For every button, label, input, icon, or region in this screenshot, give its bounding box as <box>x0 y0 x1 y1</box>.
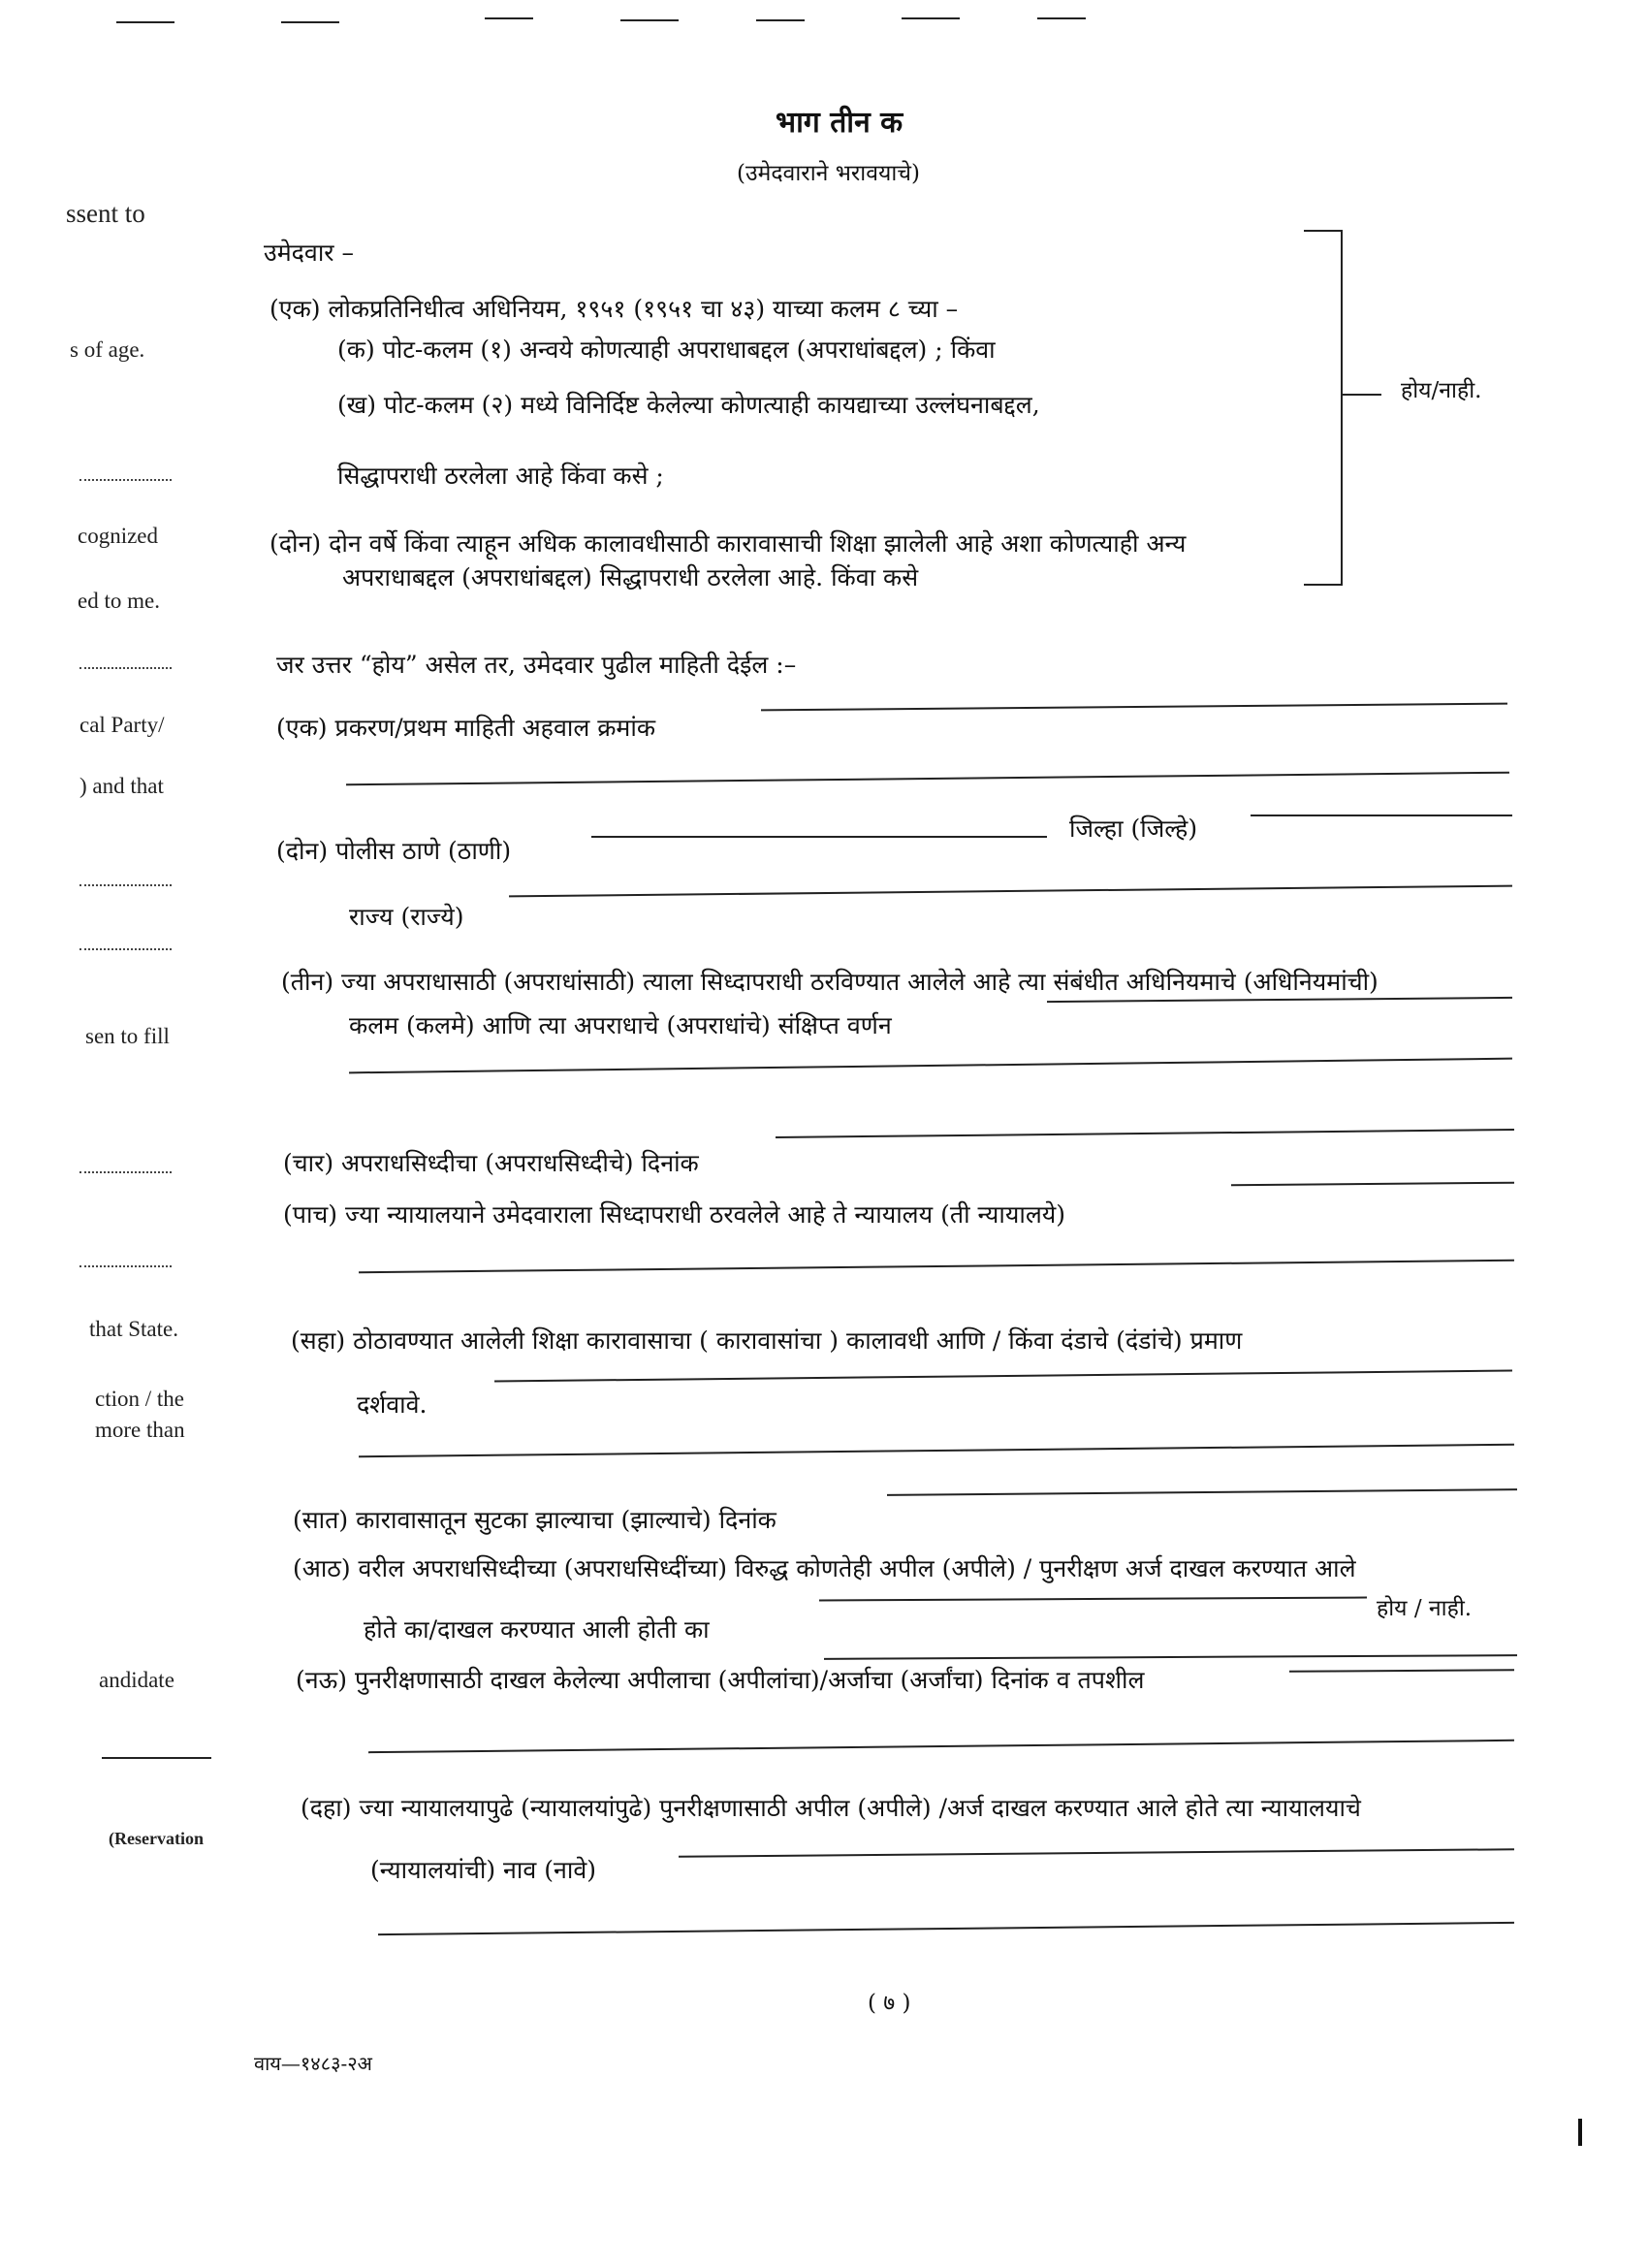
margin-text: ction / the <box>95 1387 184 1411</box>
field-case-number-line[interactable] <box>761 703 1507 712</box>
field-act-section-line[interactable] <box>1047 997 1512 1003</box>
field-appeal-line-2[interactable] <box>824 1654 1517 1660</box>
margin-dotted-line <box>79 1265 172 1267</box>
field-appeal-court-line-2[interactable] <box>378 1922 1514 1935</box>
field-police-station-line[interactable] <box>591 836 1047 838</box>
scan-mark <box>281 21 339 23</box>
bracket-tick <box>1343 394 1381 396</box>
yes-no-answer[interactable]: होय/नाही. <box>1401 378 1482 403</box>
field-case-number-line-2[interactable] <box>346 772 1509 786</box>
field-appeal-details-label: (नऊ) पुनरीक्षणासाठी दाखल केलेल्या अपीलाचा (अपीलांचा)/अर्जाचा (अर्जांचा) दिनांक व तपशील <box>296 1666 1145 1694</box>
margin-dotted-line <box>79 948 172 950</box>
scan-mark <box>756 19 805 21</box>
margin-text: ) and that <box>79 774 164 798</box>
field-district-label: जिल्हा (जिल्हे) <box>1069 815 1198 843</box>
candidate-label: उमेदवार – <box>264 239 354 267</box>
margin-text: more than <box>95 1418 185 1442</box>
field-sentence-line[interactable] <box>494 1370 1512 1383</box>
form-code: वाय—१४८३-२अ <box>254 2052 372 2075</box>
margin-dotted-line <box>79 479 172 481</box>
margin-dotted-line <box>79 1171 172 1173</box>
margin-text: ssent to <box>66 199 145 228</box>
field-state-line[interactable] <box>509 885 1512 898</box>
field-conviction-date-label: (चार) अपराधसिध्दीचा (अपराधसिध्दीचे) दिनांक <box>283 1149 699 1177</box>
margin-text: andidate <box>99 1668 174 1692</box>
if-yes-intro: जर उत्तर “होय” असेल तर, उमेदवार पुढील माहिती देईल :– <box>276 651 797 679</box>
field-sentence-line-2[interactable] <box>359 1444 1514 1457</box>
field-case-number-label: (एक) प्रकरण/प्रथम माहिती अहवाल क्रमांक <box>276 714 656 742</box>
field-police-station-label: (दोन) पोलीस ठाणे (ठाणी) <box>276 837 512 865</box>
scan-mark <box>1578 2119 1582 2146</box>
field-release-date-label: (सात) कारावासातून सुटका झाल्याचा (झाल्याचे) दिनांक <box>293 1506 776 1534</box>
scan-mark <box>116 21 174 23</box>
field-appeal-details-line[interactable] <box>1289 1669 1514 1673</box>
field-court-line[interactable] <box>1231 1182 1514 1187</box>
field-state-label: राज्य (राज्ये) <box>349 903 464 931</box>
scan-mark <box>620 19 679 21</box>
field-appeal-details-line-2[interactable] <box>368 1740 1514 1753</box>
margin-text: that State. <box>89 1317 178 1341</box>
question-1b: (ख) पोट-कलम (२) मध्ये विनिर्दिष्ट केलेल्या कोणत्याही कायद्याच्या उल्लंघनाबद्दल, <box>337 391 1040 419</box>
field-appeal-label: (आठ) वरील अपराधसिध्दीच्या (अपराधसिध्दींच्या) विरुद्ध कोणतेही अपील (अपीले) / पुनरीक्षण अर्ज दाखल करण्यात आले <box>293 1554 1356 1582</box>
field-appeal-label-cont: होते का/दाखल करण्यात आली होती का <box>364 1615 710 1644</box>
margin-text: cognized <box>78 524 159 548</box>
margin-dotted-line <box>79 884 172 886</box>
appeal-yes-no-answer[interactable]: होय / नाही. <box>1377 1596 1473 1621</box>
field-appeal-court-label: (दहा) ज्या न्यायालयापुढे (न्यायालयांपुढे) पुनरीक्षणासाठी अपील (अपीले) /अर्ज दाखल करण्यात आले होते त्या न्यायालयाचे <box>301 1794 1361 1822</box>
field-act-section-label: (तीन) ज्या अपराधासाठी (अपराधांसाठी) त्याला सिध्दापराधी ठरविण्यात आलेले आहे त्या संबंधीत अधिनियमाचे (अधिनियमांची) <box>281 968 1379 996</box>
field-conviction-date-line[interactable] <box>776 1129 1514 1138</box>
margin-text: s of age. <box>70 337 145 362</box>
bracket <box>1304 230 1343 586</box>
page-subtitle: (उमेदवाराने भरावयाचे) <box>737 161 920 186</box>
field-appeal-court-label-cont: (न्यायालयांची) नाव (नावे) <box>370 1856 597 1884</box>
page-title: भाग तीन क <box>776 106 903 140</box>
field-appeal-court-line[interactable] <box>679 1848 1514 1858</box>
margin-text: cal Party/ <box>79 713 165 737</box>
margin-text: (Reservation <box>109 1829 204 1848</box>
margin-line <box>102 1757 211 1759</box>
scan-mark <box>485 17 533 19</box>
margin-text: sen to fill <box>85 1024 170 1048</box>
question-2: (दोन) दोन वर्षे किंवा त्याहून अधिक कालावधीसाठी कारावासाची शिक्षा झालेली आहे अशा कोणत्याही अन्य <box>269 529 1187 558</box>
scan-mark <box>902 17 960 19</box>
question-1: (एक) लोकप्रतिनिधीत्व अधिनियम, १९५१ (१९५१ चा ४३) याच्या कलम ८ च्या – <box>269 295 959 323</box>
scan-mark <box>1037 17 1086 19</box>
field-appeal-line[interactable] <box>819 1597 1367 1602</box>
question-1c: सिद्धापराधी ठरलेला आहे किंवा कसे ; <box>337 462 664 490</box>
margin-text: ed to me. <box>78 589 160 613</box>
field-district-line[interactable] <box>1251 815 1512 816</box>
field-court-label: (पाच) ज्या न्यायालयाने उमेदवाराला सिध्दापराधी ठरवलेले आहे ते न्यायालय (ती न्यायालये) <box>283 1200 1066 1229</box>
field-sentence-label-cont: दर्शवावे. <box>357 1390 428 1419</box>
field-release-date-line[interactable] <box>887 1488 1517 1496</box>
page-number: ( ७ ) <box>868 1991 911 2016</box>
margin-dotted-line <box>79 667 172 669</box>
question-2-cont: अपराधाबद्दल (अपराधांबद्दल) सिद्धापराधी ठरलेला आहे. किंवा कसे <box>342 563 919 591</box>
field-act-section-line-2[interactable] <box>349 1058 1512 1074</box>
field-sentence-label: (सहा) ठोठावण्यात आलेली शिक्षा कारावासाचा ( कारावासांचा ) कालावधी आणि / किंवा दंडाचे (दंडांचे) प्रमाण <box>291 1326 1243 1355</box>
field-act-section-label-cont: कलम (कलमे) आणि त्या अपराधाचे (अपराधांचे) संक्षिप्त वर्णन <box>349 1011 892 1039</box>
question-1a: (क) पोट-कलम (१) अन्वये कोणत्याही अपराधाबद्दल (अपराधांबद्दल) ; किंवा <box>337 335 996 364</box>
field-court-line-2[interactable] <box>359 1260 1514 1273</box>
